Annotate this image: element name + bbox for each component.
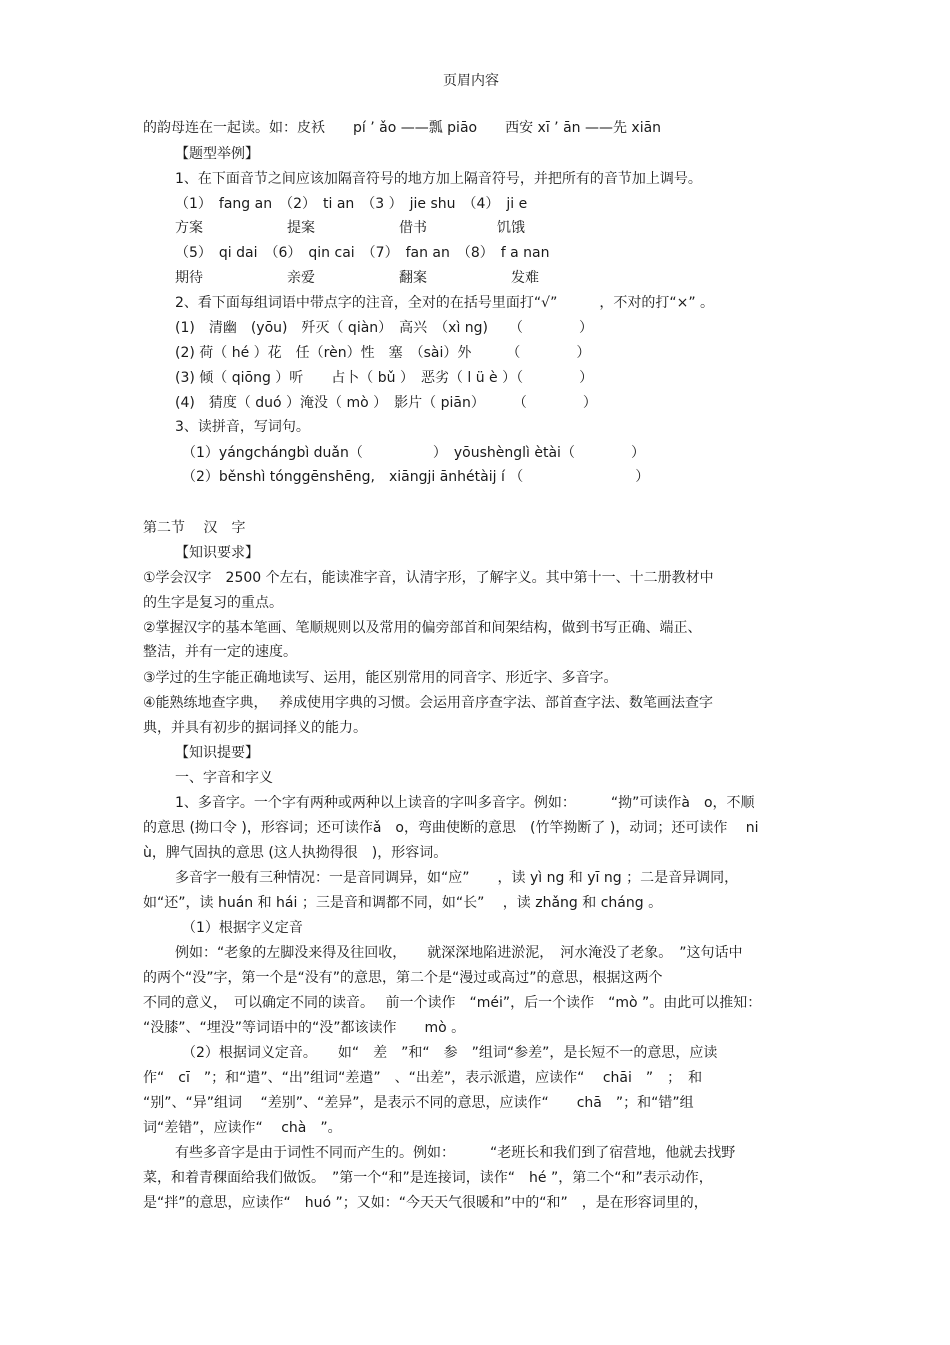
text-line: ③学过的生字能正确地读写、运用，能区别常用的同音字、形近字、多音字。 [143, 670, 618, 686]
text-line: 1、在下面音节之间应该加隔音符号的地方加上隔音符号，并把所有的音节加上调号。 [175, 171, 702, 187]
text-line: 【题型举例】 [175, 146, 259, 162]
text-line: （1）根据字义定音 [182, 920, 303, 936]
text-line: 的韵母连在一起读。如：皮袄 pí ’ ǎo ——瓢 piāo 西安 xī ’ ān ——先 xiān [143, 120, 662, 136]
text-line: 有些多音字是由于词性不同而产生的。例如： “老班长和我们到了宿营地，他就去找野 [175, 1145, 736, 1161]
text-line: 例如：“老象的左脚没来得及往回收， 就深深地陷进淤泥， 河水淹没了老象。 ”这句话中 [175, 945, 743, 961]
section-heading: 第二节 汉 字 [143, 520, 246, 536]
text-line: 多音字一般有三种情况：一是音同调异，如“应” ，读 yì ng 和 yī ng ；二是音异调同， [175, 870, 739, 886]
text-line: (1) 清幽 (yōu) 歼灭（ qiàn） 高兴 （xì ng) （ ） [175, 320, 594, 336]
text-line: 的两个“没”字，第一个是“没有”的意思，第二个是“漫过或高过”的意思，根据这两个 [143, 970, 663, 986]
text-line: 期待 亲爱 翻案 发难 [175, 270, 539, 286]
text-line: 是“拌”的意思，应读作“ huó ”；又如：“今天天气很暖和”中的“和” ，是在形容词里的， [143, 1195, 708, 1211]
text-line: 作“ cī ”；和“遣”、“出”组词“差遣” 、“出差”，表示派遣，应读作“ chāi ” ； 和 [143, 1070, 703, 1086]
text-line: 词“差错”，应读作“ chà ”。 [143, 1120, 342, 1136]
text-line: ④能熟练地查字典， 养成使用字典的习惯。会运用音序查字法、部首查字法、数笔画法查字 [143, 695, 713, 711]
text-line: 1、多音字。一个字有两种或两种以上读音的字叫多音字。例如： “拗”可读作à o，不顺 [175, 795, 755, 811]
text-line: 一、字音和字义 [175, 770, 273, 786]
text-line: (2) 荷（ hé ）花 任（rèn）性 塞 （sài）外 （ ） [175, 345, 591, 361]
page-header-title: 页眉内容 [443, 73, 499, 89]
text-line: (4) 猜度（ duó ）淹没（ mò ） 影片（ piān） （ ） [175, 395, 597, 411]
text-line: 的意思 (拗口令 )，形容词；还可读作ǎ o，弯曲使断的意思 (竹竿拗断了 )，动词；还可读作 ni [143, 820, 759, 836]
text-line: 整洁，并有一定的速度。 [143, 644, 297, 660]
text-line: （1） fang an （2） ti an （3 ） jie shu （4） ji e [175, 196, 528, 212]
text-line: (3) 倾（ qiōng ）听 占卜（ bǔ ） 恶劣（ l ü è ）（ ） [175, 370, 594, 386]
text-line: 的生字是复习的重点。 [143, 595, 283, 611]
text-line: 典，并具有初步的据词择义的能力。 [143, 720, 367, 736]
text-line: 如“还”，读 huán 和 hái ；三是音和调都不同，如“长” ，读 zhǎng 和 cháng 。 [143, 895, 663, 911]
text-line: （2）根据词义定音。 如“ 差 ”和“ 参 ”组词“参差”，是长短不一的意思，应读 [182, 1045, 718, 1061]
text-line: 【知识要求】 [175, 545, 259, 561]
text-line: （2）běnshì tónggēnshēng, xiāngji ānhétàij í （ ） [182, 469, 650, 485]
text-line: （1）yángchángbì duǎn（ ） yōushènglì ètài（ ） [182, 445, 645, 461]
text-line: 不同的意义， 可以确定不同的读音。 前一个读作 “méi”，后一个读作 “mò ”。由此可以推知： [143, 995, 762, 1011]
text-line: 3、读拼音，写词句。 [175, 419, 310, 435]
text-line: ù，脾气固执的意思 (这人执拗得很 )，形容词。 [143, 845, 448, 861]
text-line: 菜，和着青稞面给我们做饭。 ”第一个“和”是连接词，读作“ hé ”，第二个“和”表示动作， [143, 1170, 713, 1186]
text-line: 【知识提要】 [175, 745, 259, 761]
text-line: “没膝”、“埋没”等词语中的“没”都该读作 mò 。 [143, 1020, 466, 1036]
text-line: “别”、“异”组词 “差别”、“差异”，是表示不同的意思，应读作“ chā ”；和“错”组 [143, 1095, 694, 1111]
text-line: 方案 提案 借书 饥饿 [175, 220, 525, 236]
text-line: ②掌握汉字的基本笔画、笔顺规则以及常用的偏旁部首和间架结构，做到书写正确、端正、 [143, 620, 702, 636]
text-line: 2、看下面每组词语中带点字的注音，全对的在括号里面打“√” ，不对的打“×” 。 [175, 295, 715, 311]
text-line: （5） qi dai （6） qin cai （7） fan an （8） f a nan [175, 245, 550, 261]
text-line: ①学会汉字 2500 个左右，能读准字音，认清字形，了解字义。其中第十一、十二册教材中 [143, 570, 714, 586]
